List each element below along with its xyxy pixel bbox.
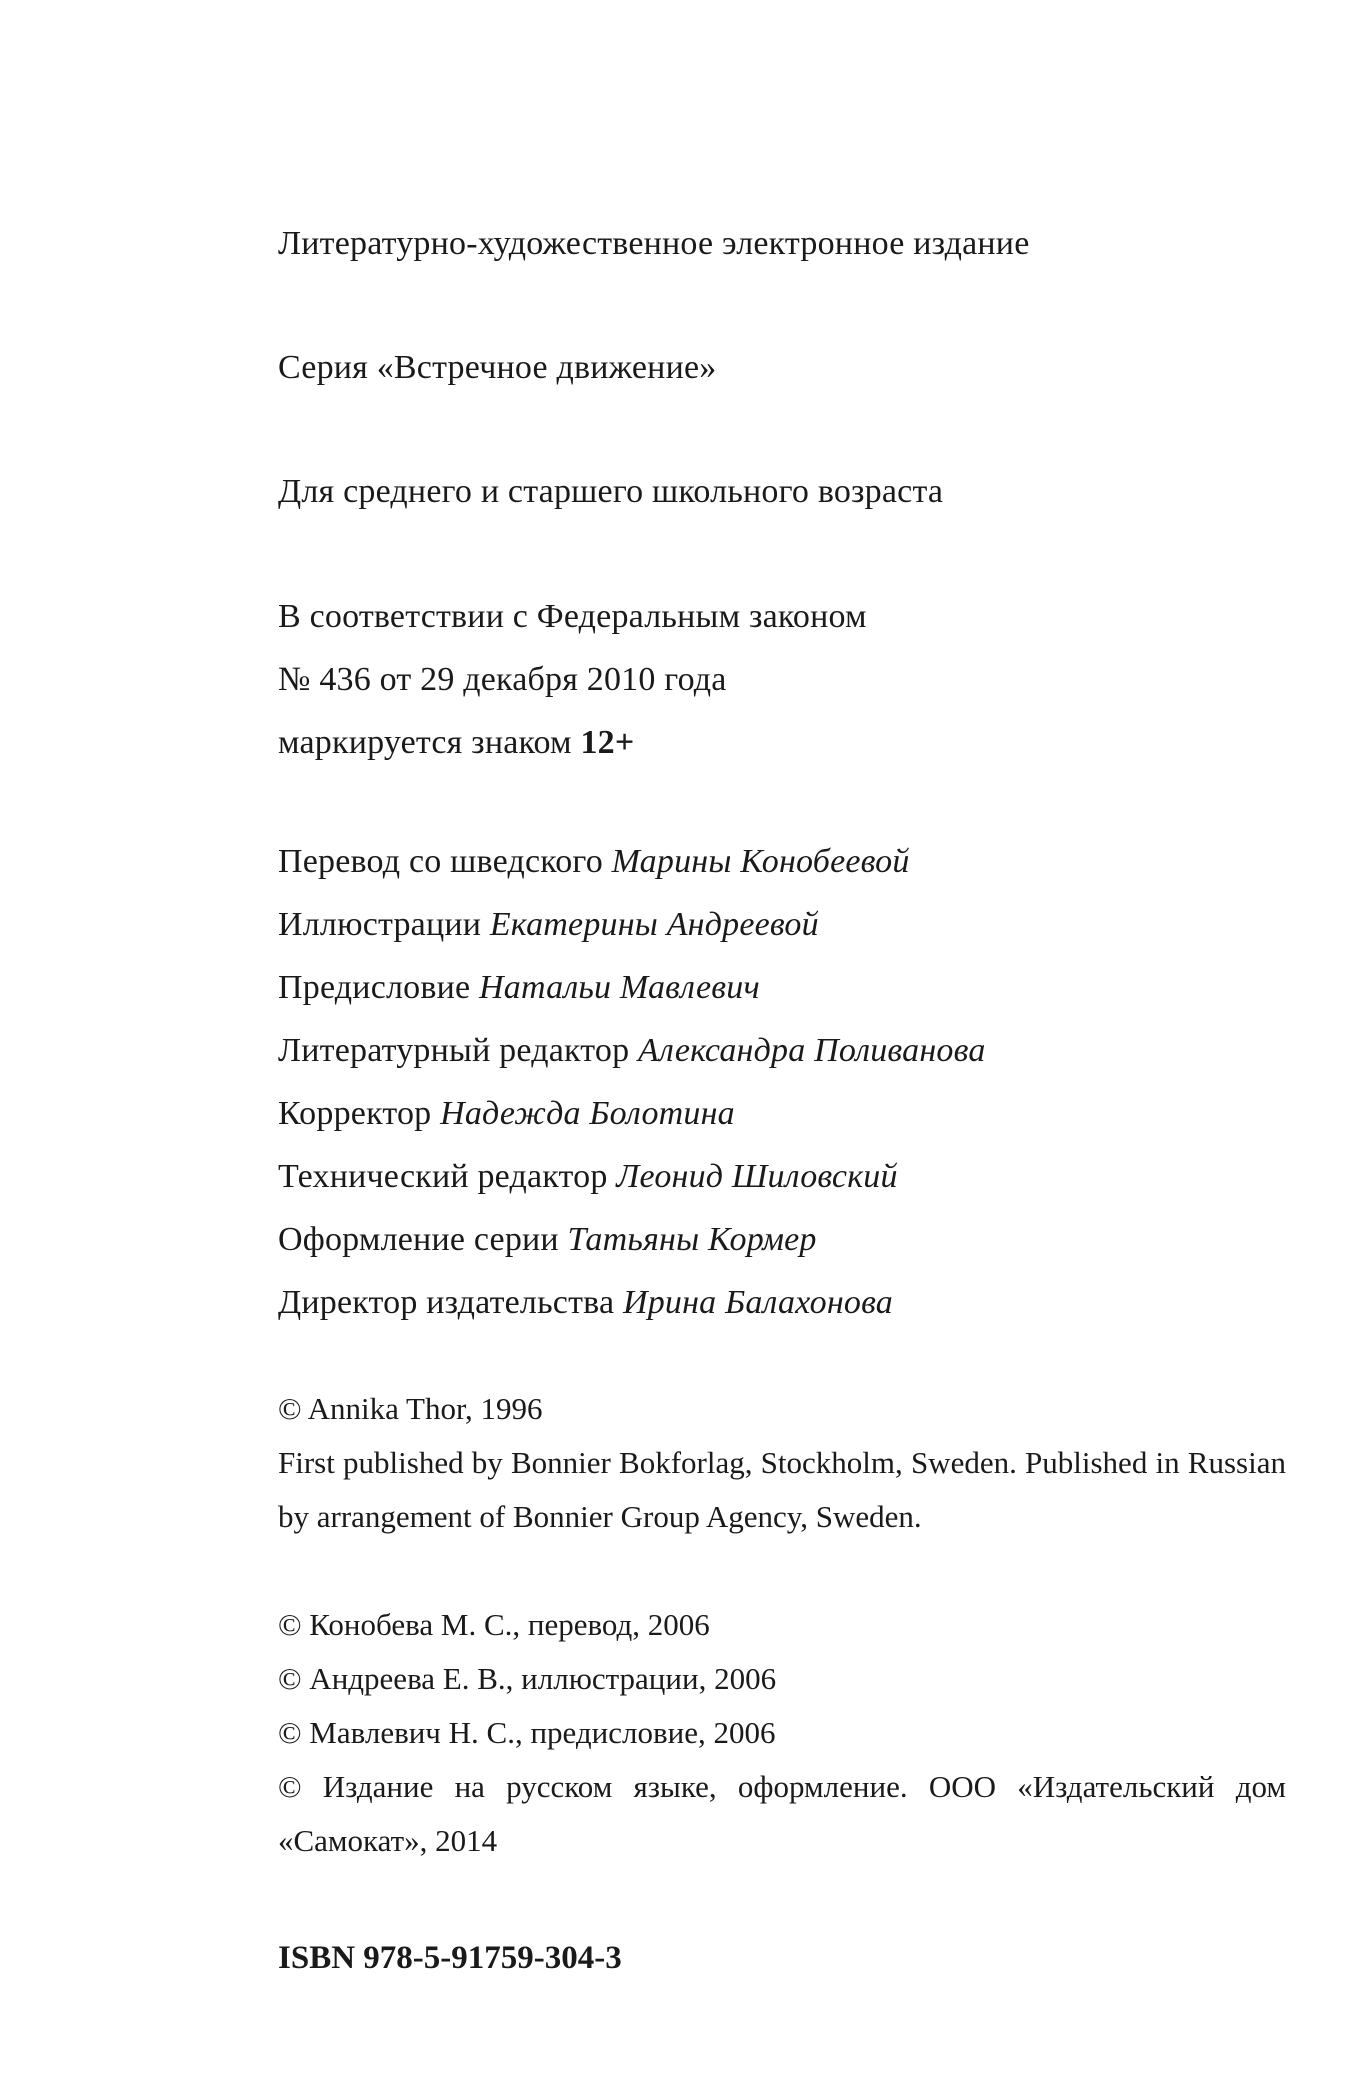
credit-role: Оформление серии xyxy=(278,1221,559,1258)
credit-role: Литературный редактор xyxy=(278,1032,630,1069)
credit-proofreader xyxy=(278,1094,735,1134)
copyright-edition: © Издание на русском языке, оформление. ООО «Издательский дом «Самокат», 2014 xyxy=(278,1769,1286,1858)
credit-name: Натальи Мавлевич xyxy=(479,969,760,1006)
copyright-translation: © Конобева М. С., перевод, 2006 xyxy=(278,1607,710,1642)
audience-line: Для среднего и старшего школьного возраста xyxy=(278,473,944,510)
isbn: ISBN 978-5-91759-304-3 xyxy=(278,1940,622,1976)
credit-role: Иллюстрации xyxy=(278,906,482,943)
credit-role: Директор издательства xyxy=(278,1284,615,1321)
credit-role: Перевод со шведского xyxy=(278,843,603,880)
publication-note: First published by Bonnier Bokforlag, Stockholm, Sweden. Published in Russian by arrangement of Bonnier Group Agency, Sweden. xyxy=(278,1445,1286,1534)
credit-illustrator xyxy=(278,905,819,945)
credit-name: Ирина Балахонова xyxy=(622,1284,894,1321)
credit-name: Александра Поливанова xyxy=(637,1032,986,1069)
copyright-illustrations: © Андреева Е. В., иллюстрации, 2006 xyxy=(278,1661,777,1696)
age-rating-mark: 12+ xyxy=(580,724,635,761)
credit-name: Татьяны Кормер xyxy=(567,1221,817,1258)
credit-technical-editor xyxy=(278,1157,898,1197)
credit-series-design xyxy=(278,1220,817,1260)
credit-role: Предисловие xyxy=(278,969,471,1006)
credit-name: Надежда Болотина xyxy=(440,1095,735,1132)
law-line-3 xyxy=(278,723,634,763)
copyright-foreword: © Мавлевич Н. С., предисловие, 2006 xyxy=(278,1715,776,1750)
credit-translator xyxy=(278,842,910,882)
law-line-3-text: маркируется знаком xyxy=(278,724,581,761)
credit-name: Марины Конобеевой xyxy=(611,843,910,880)
credit-name: Екатерины Андреевой xyxy=(489,906,819,943)
series-line: Серия «Встречное движение» xyxy=(278,349,717,386)
law-line-2: № 436 от 29 декабря 2010 года xyxy=(278,661,727,698)
credit-role: Корректор xyxy=(278,1095,432,1132)
law-line-1: В соответствии с Федеральным законом xyxy=(278,598,867,635)
edition-type: Литературно-художественное электронное издание xyxy=(278,225,1030,262)
credit-director xyxy=(278,1283,893,1323)
credit-role: Технический редактор xyxy=(278,1158,608,1195)
credit-name: Леонид Шиловский xyxy=(616,1158,898,1195)
credit-foreword xyxy=(278,968,760,1008)
credit-literary-editor xyxy=(278,1031,986,1071)
copyright-original: © Annika Thor, 1996 xyxy=(278,1391,543,1426)
